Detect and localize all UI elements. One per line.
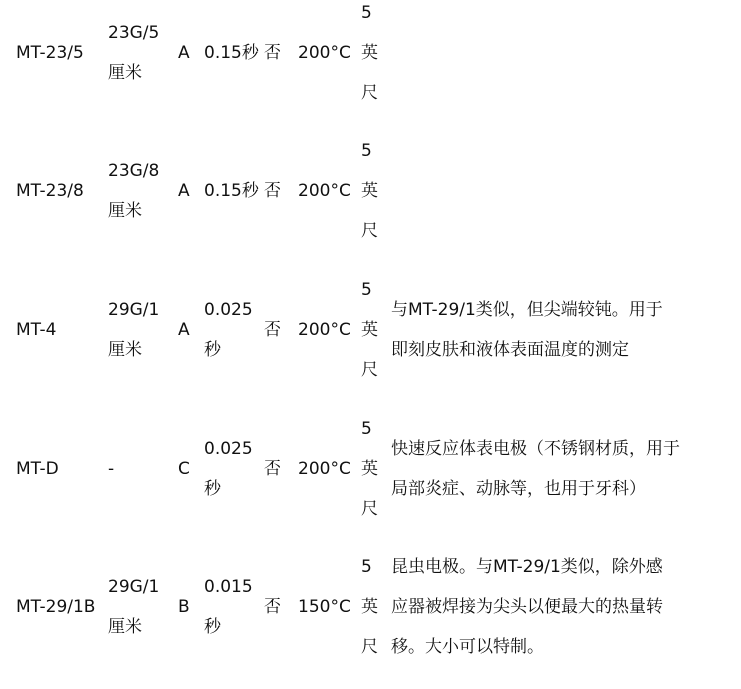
size-cell-line: 29G/1 xyxy=(108,577,160,597)
response-time-cell-line: 0.15秒 xyxy=(204,181,259,201)
auto-cell-text: 否 xyxy=(264,320,281,340)
max-temp-cell-text: 200°C xyxy=(298,459,351,479)
class-cell-text: A xyxy=(178,181,190,201)
auto-cell xyxy=(264,400,298,538)
cable-length-cell-line: 5 xyxy=(361,3,372,23)
max-temp-cell xyxy=(298,400,358,538)
response-time-cell-line: 0.15秒 xyxy=(204,43,259,63)
description-cell-line: 快速反应体表电极（不锈钢材质，用于 xyxy=(391,439,680,459)
size-cell-line: 23G/5 xyxy=(108,23,160,43)
response-time-cell-lines xyxy=(204,290,253,370)
class-cell-text: A xyxy=(178,320,190,340)
response-time-cell-line: 秒 xyxy=(204,479,221,499)
response-time-cell xyxy=(204,538,264,676)
model-cell-text: MT-23/5 xyxy=(16,43,84,63)
response-time-cell-line: 秒 xyxy=(204,340,221,360)
max-temp-cell-text: 200°C xyxy=(298,320,351,340)
cable-length-cell-line: 英 xyxy=(361,320,378,340)
class-cell xyxy=(178,122,204,260)
model-cell-text: MT-29/1B xyxy=(16,597,96,617)
cable-length-cell-lines xyxy=(361,547,378,667)
cable-length-cell-line: 5 xyxy=(361,557,372,577)
response-time-cell-line: 0.025 xyxy=(204,300,253,320)
cable-length-cell xyxy=(361,538,385,676)
response-time-cell-line: 0.025 xyxy=(204,439,253,459)
response-time-cell xyxy=(204,261,264,399)
cable-length-cell-line: 英 xyxy=(361,43,378,63)
max-temp-cell-text: 200°C xyxy=(298,43,351,63)
auto-cell xyxy=(264,261,298,399)
class-cell xyxy=(178,0,204,122)
cable-length-cell xyxy=(361,400,385,538)
size-cell xyxy=(108,400,178,538)
auto-cell xyxy=(264,122,298,260)
auto-cell-text: 否 xyxy=(264,43,281,63)
description-cell-lines xyxy=(391,290,663,370)
size-cell-lines xyxy=(108,13,159,93)
cable-length-cell xyxy=(361,261,385,399)
model-cell xyxy=(16,261,108,399)
table-row xyxy=(0,122,741,260)
model-cell-text: MT-4 xyxy=(16,320,57,340)
table-row xyxy=(0,261,741,399)
response-time-cell-lines xyxy=(204,429,253,509)
response-time-cell xyxy=(204,0,264,122)
response-time-cell xyxy=(204,400,264,538)
cable-length-cell-line: 英 xyxy=(361,597,378,617)
cable-length-cell-lines xyxy=(361,409,378,529)
model-cell xyxy=(16,538,108,676)
model-cell-text: MT-D xyxy=(16,459,59,479)
description-cell-lines xyxy=(391,547,663,667)
size-cell-line: 厘米 xyxy=(108,340,142,360)
size-cell-line: 厘米 xyxy=(108,617,142,637)
cable-length-cell-line: 英 xyxy=(361,181,378,201)
response-time-cell-lines xyxy=(204,171,259,211)
cable-length-cell xyxy=(361,122,385,260)
response-time-cell-line: 秒 xyxy=(204,617,221,637)
auto-cell-text: 否 xyxy=(264,459,281,479)
size-cell xyxy=(108,538,178,676)
description-cell xyxy=(391,261,721,399)
auto-cell-text: 否 xyxy=(264,181,281,201)
cable-length-cell-line: 5 xyxy=(361,141,372,161)
table-row xyxy=(0,400,741,538)
auto-cell xyxy=(264,0,298,122)
model-cell xyxy=(16,122,108,260)
response-time-cell xyxy=(204,122,264,260)
size-cell-line: 23G/8 xyxy=(108,161,160,181)
description-cell-line: 移。大小可以特制。 xyxy=(391,637,544,657)
response-time-cell-lines xyxy=(204,33,259,73)
response-time-cell-line: 0.015 xyxy=(204,577,253,597)
table-row xyxy=(0,0,741,122)
cable-length-cell xyxy=(361,0,385,122)
cable-length-cell-lines xyxy=(361,131,378,251)
max-temp-cell xyxy=(298,122,358,260)
description-cell-line: 昆虫电极。与MT-29/1类似，除外感 xyxy=(391,557,663,577)
size-cell-lines xyxy=(108,290,159,370)
class-cell xyxy=(178,261,204,399)
cable-length-cell-lines xyxy=(361,270,378,390)
max-temp-cell xyxy=(298,538,358,676)
size-cell-lines xyxy=(108,449,114,489)
response-time-cell-lines xyxy=(204,567,253,647)
description-cell-line: 局部炎症、动脉等，也用于牙科） xyxy=(391,479,646,499)
description-cell-line: 与MT-29/1类似，但尖端较钝。用于 xyxy=(391,300,663,320)
cable-length-cell-lines xyxy=(361,0,378,113)
size-cell-lines xyxy=(108,151,159,231)
max-temp-cell xyxy=(298,0,358,122)
size-cell xyxy=(108,122,178,260)
model-cell xyxy=(16,400,108,538)
class-cell xyxy=(178,538,204,676)
max-temp-cell-text: 200°C xyxy=(298,181,351,201)
cable-length-cell-line: 尺 xyxy=(361,637,378,657)
auto-cell xyxy=(264,538,298,676)
cable-length-cell-line: 5 xyxy=(361,280,372,300)
max-temp-cell-text: 150°C xyxy=(298,597,351,617)
size-cell xyxy=(108,261,178,399)
description-cell xyxy=(391,538,721,676)
size-cell-line: - xyxy=(108,459,115,479)
class-cell-text: B xyxy=(178,597,190,617)
max-temp-cell xyxy=(298,261,358,399)
cable-length-cell-line: 5 xyxy=(361,419,372,439)
size-cell xyxy=(108,0,178,122)
class-cell-text: C xyxy=(178,459,190,479)
size-cell-line: 厘米 xyxy=(108,201,142,221)
cable-length-cell-line: 尺 xyxy=(361,221,378,241)
model-cell xyxy=(16,0,108,122)
cable-length-cell-line: 尺 xyxy=(361,499,378,519)
cable-length-cell-line: 尺 xyxy=(361,360,378,380)
description-cell-line: 即刻皮肤和液体表面温度的测定 xyxy=(391,340,629,360)
size-cell-line: 29G/1 xyxy=(108,300,160,320)
size-cell-line: 厘米 xyxy=(108,63,142,83)
cable-length-cell-line: 英 xyxy=(361,459,378,479)
description-cell xyxy=(391,400,721,538)
description-cell-line: 应器被焊接为尖头以便最大的热量转 xyxy=(391,597,663,617)
table-row xyxy=(0,538,741,676)
class-cell-text: A xyxy=(178,43,190,63)
model-cell-text: MT-23/8 xyxy=(16,181,84,201)
class-cell xyxy=(178,400,204,538)
auto-cell-text: 否 xyxy=(264,597,281,617)
cable-length-cell-line: 尺 xyxy=(361,83,378,103)
description-cell-lines xyxy=(391,429,680,509)
size-cell-lines xyxy=(108,567,159,647)
